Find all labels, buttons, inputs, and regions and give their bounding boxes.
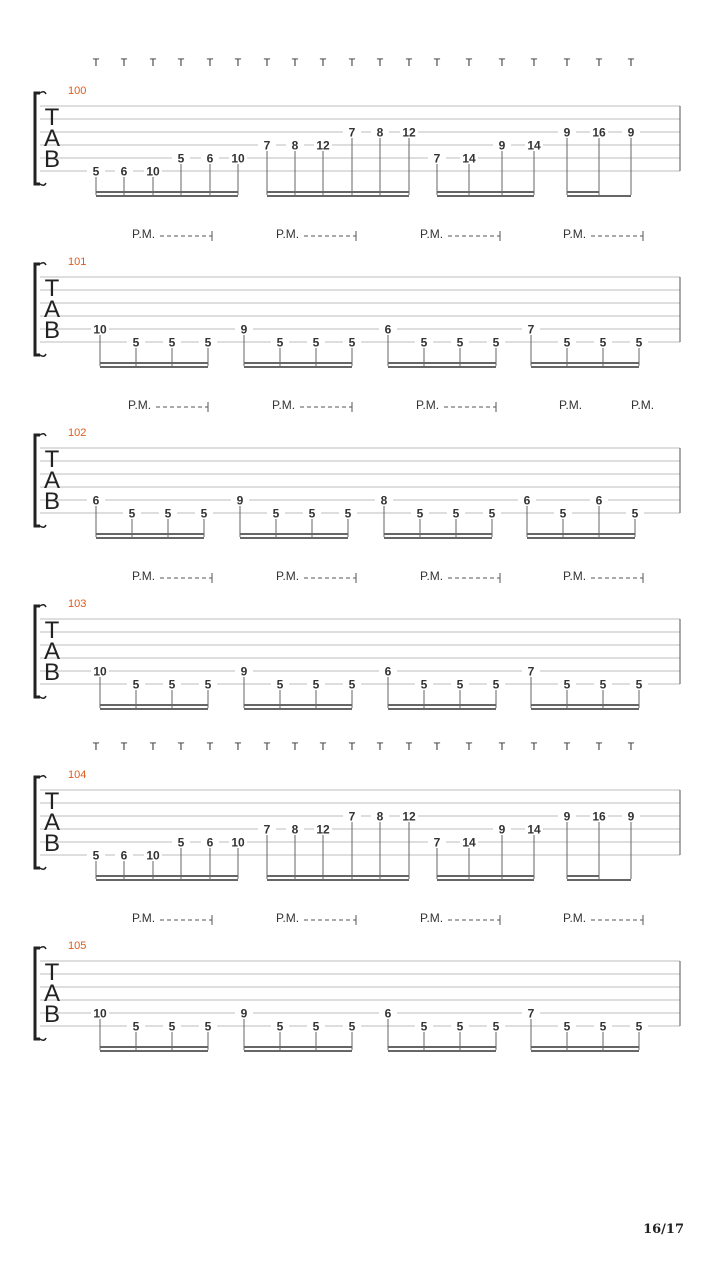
brace-hook-top (40, 434, 46, 436)
measure-number: 104 (68, 769, 87, 781)
tap-mark: T (595, 741, 603, 753)
palm-mute-mark: P.M. (420, 569, 444, 583)
tap-mark: T (433, 741, 441, 753)
fret-number: 5 (272, 506, 280, 521)
fret-number: 7 (433, 151, 441, 166)
brace-hook-top (40, 776, 46, 778)
fret-number: 7 (527, 322, 535, 337)
fret-number: 5 (420, 677, 428, 692)
tab-system (35, 227, 680, 367)
palm-mute-mark: P.M. (132, 569, 156, 583)
fret-number: 5 (312, 677, 320, 692)
fret-number: 16 (592, 809, 606, 824)
tab-clef-letter: B (43, 317, 61, 344)
palm-mute-mark: P.M. (132, 911, 156, 925)
fret-number: 5 (563, 677, 571, 692)
tab-clef-letter: B (43, 659, 61, 686)
fret-number: 5 (492, 677, 500, 692)
measure-number: 101 (68, 256, 87, 268)
fret-number: 8 (291, 138, 299, 153)
brace-hook-bottom (40, 354, 46, 356)
fret-number: 5 (420, 1019, 428, 1034)
brace-hook-bottom (40, 525, 46, 527)
tap-mark: T (530, 57, 538, 69)
tap-mark: T (465, 741, 473, 753)
fret-number: 6 (384, 322, 392, 337)
fret-number: 5 (204, 1019, 212, 1034)
tap-mark: T (595, 57, 603, 69)
fret-number: 5 (420, 335, 428, 350)
tab-clef-letter: B (43, 146, 61, 173)
tap-mark: T (465, 57, 473, 69)
palm-mute-mark: P.M. (563, 227, 587, 241)
fret-number: 5 (276, 1019, 284, 1034)
fret-number: 5 (452, 506, 460, 521)
palm-mute-mark: P.M. (128, 398, 152, 412)
fret-number: 6 (206, 151, 214, 166)
tap-mark: T (319, 741, 327, 753)
fret-number: 5 (200, 506, 208, 521)
fret-number: 10 (93, 322, 107, 337)
fret-number: 5 (492, 1019, 500, 1034)
fret-number: 9 (627, 809, 635, 824)
brace-hook-top (40, 263, 46, 265)
fret-number: 12 (402, 809, 416, 824)
fret-number: 9 (240, 664, 248, 679)
tab-clef-letter: A (43, 638, 61, 665)
fret-number: 6 (384, 1006, 392, 1021)
tap-mark: T (92, 741, 100, 753)
brace-hook-top (40, 92, 46, 94)
fret-number: 5 (416, 506, 424, 521)
tab-clef-letter: A (43, 125, 61, 152)
tap-mark: T (627, 57, 635, 69)
fret-number: 5 (599, 1019, 607, 1034)
fret-number: 5 (128, 506, 136, 521)
tap-mark: T (498, 57, 506, 69)
palm-mute-mark: P.M. (132, 227, 156, 241)
fret-number: 9 (240, 322, 248, 337)
fret-number: 5 (132, 1019, 140, 1034)
tap-mark: T (405, 741, 413, 753)
fret-number: 5 (635, 1019, 643, 1034)
tap-mark: T (319, 57, 327, 69)
fret-number: 5 (492, 335, 500, 350)
fret-number: 6 (120, 164, 128, 179)
fret-number: 7 (263, 822, 271, 837)
fret-number: 5 (599, 677, 607, 692)
tap-mark: T (563, 741, 571, 753)
fret-number: 5 (177, 835, 185, 850)
brace-hook-bottom (40, 867, 46, 869)
tap-mark: T (627, 741, 635, 753)
fret-number: 10 (93, 1006, 107, 1021)
fret-number: 10 (146, 848, 160, 863)
tap-mark: T (263, 57, 271, 69)
tap-mark: T (291, 57, 299, 69)
fret-number: 5 (488, 506, 496, 521)
measure-number: 105 (68, 940, 87, 952)
fret-number: 10 (231, 151, 245, 166)
fret-number: 14 (527, 138, 541, 153)
fret-number: 5 (132, 335, 140, 350)
tap-mark: T (234, 57, 242, 69)
tap-mark: T (120, 57, 128, 69)
page-number: 16/17 (643, 1222, 684, 1237)
palm-mute-mark: P.M. (559, 398, 583, 412)
tap-mark: T (376, 741, 384, 753)
fret-number: 5 (631, 506, 639, 521)
tab-clef-letter: T (44, 275, 60, 302)
brace-hook-bottom (40, 183, 46, 185)
palm-mute-mark: P.M. (420, 227, 444, 241)
tab-clef-letter: B (43, 830, 61, 857)
tap-mark: T (234, 741, 242, 753)
tab-clef-letter: T (44, 104, 60, 131)
measure-number: 103 (68, 598, 87, 610)
fret-number: 10 (93, 664, 107, 679)
tap-mark: T (348, 741, 356, 753)
fret-number: 12 (316, 822, 330, 837)
fret-number: 14 (527, 822, 541, 837)
fret-number: 14 (462, 151, 476, 166)
fret-number: 5 (312, 1019, 320, 1034)
staff-brace (35, 264, 40, 355)
staff-brace (35, 606, 40, 697)
tap-mark: T (120, 741, 128, 753)
fret-number: 5 (599, 335, 607, 350)
tab-clef-letter: T (44, 617, 60, 644)
brace-hook-bottom (40, 696, 46, 698)
fret-number: 9 (498, 822, 506, 837)
fret-number: 7 (263, 138, 271, 153)
tap-mark: T (92, 57, 100, 69)
staff-brace (35, 93, 40, 184)
tap-mark: T (177, 57, 185, 69)
tab-clef-letter: B (43, 1001, 61, 1028)
tab-clef-letter: T (44, 788, 60, 815)
measure-number: 102 (68, 427, 87, 439)
fret-number: 9 (563, 809, 571, 824)
fret-number: 5 (308, 506, 316, 521)
tap-mark: T (149, 741, 157, 753)
fret-number: 8 (376, 125, 384, 140)
fret-number: 6 (120, 848, 128, 863)
tab-system (35, 398, 680, 538)
staff-brace (35, 777, 40, 868)
fret-number: 5 (177, 151, 185, 166)
tab-clef-letter: A (43, 296, 61, 323)
fret-number: 9 (236, 493, 244, 508)
fret-number: 5 (456, 677, 464, 692)
fret-number: 16 (592, 125, 606, 140)
tap-mark: T (376, 57, 384, 69)
tap-mark: T (149, 57, 157, 69)
tap-mark: T (530, 741, 538, 753)
fret-number: 8 (291, 822, 299, 837)
palm-mute-mark: P.M. (420, 911, 444, 925)
fret-number: 5 (132, 677, 140, 692)
palm-mute-mark: P.M. (416, 398, 440, 412)
palm-mute-mark: P.M. (563, 569, 587, 583)
tap-mark: T (206, 741, 214, 753)
tab-clef-letter: B (43, 488, 61, 515)
fret-number: 10 (231, 835, 245, 850)
fret-number: 10 (146, 164, 160, 179)
tab-clef-letter: A (43, 467, 61, 494)
fret-number: 6 (595, 493, 603, 508)
tab-system (35, 569, 680, 709)
fret-number: 5 (563, 335, 571, 350)
tap-mark: T (405, 57, 413, 69)
fret-number: 7 (348, 809, 356, 824)
fret-number: 8 (376, 809, 384, 824)
palm-mute-mark: P.M. (272, 398, 296, 412)
fret-number: 5 (204, 335, 212, 350)
fret-number: 7 (527, 664, 535, 679)
fret-number: 7 (433, 835, 441, 850)
tap-mark: T (291, 741, 299, 753)
fret-number: 5 (456, 335, 464, 350)
fret-number: 5 (276, 677, 284, 692)
palm-mute-mark: P.M. (276, 227, 300, 241)
tap-mark: T (498, 741, 506, 753)
fret-number: 5 (164, 506, 172, 521)
tab-system (35, 57, 680, 196)
fret-number: 6 (523, 493, 531, 508)
fret-number: 5 (635, 335, 643, 350)
fret-number: 5 (92, 164, 100, 179)
tab-clef-letter: A (43, 809, 61, 836)
fret-number: 6 (206, 835, 214, 850)
fret-number: 5 (204, 677, 212, 692)
fret-number: 6 (92, 493, 100, 508)
fret-number: 5 (168, 1019, 176, 1034)
fret-number: 5 (559, 506, 567, 521)
brace-hook-bottom (40, 1038, 46, 1040)
tap-mark: T (433, 57, 441, 69)
palm-mute-mark: P.M. (631, 398, 655, 412)
fret-number: 5 (348, 677, 356, 692)
tab-clef-letter: A (43, 980, 61, 1007)
tap-mark: T (263, 741, 271, 753)
brace-hook-top (40, 605, 46, 607)
fret-number: 5 (348, 1019, 356, 1034)
fret-number: 5 (563, 1019, 571, 1034)
fret-number: 6 (384, 664, 392, 679)
fret-number: 9 (498, 138, 506, 153)
brace-hook-top (40, 947, 46, 949)
fret-number: 5 (312, 335, 320, 350)
fret-number: 7 (527, 1006, 535, 1021)
tab-system (35, 741, 680, 880)
fret-number: 14 (462, 835, 476, 850)
tap-mark: T (177, 741, 185, 753)
fret-number: 5 (456, 1019, 464, 1034)
tap-mark: T (563, 57, 571, 69)
fret-number: 5 (344, 506, 352, 521)
staff-brace (35, 948, 40, 1039)
measure-number: 100 (68, 85, 87, 97)
staff-brace (35, 435, 40, 526)
fret-number: 5 (348, 335, 356, 350)
tap-mark: T (348, 57, 356, 69)
fret-number: 9 (563, 125, 571, 140)
tab-clef-letter: T (44, 446, 60, 473)
palm-mute-mark: P.M. (563, 911, 587, 925)
palm-mute-mark: P.M. (276, 911, 300, 925)
tab-system (35, 911, 680, 1051)
fret-number: 5 (92, 848, 100, 863)
fret-number: 9 (627, 125, 635, 140)
fret-number: 12 (316, 138, 330, 153)
fret-number: 5 (635, 677, 643, 692)
fret-number: 9 (240, 1006, 248, 1021)
fret-number: 5 (168, 677, 176, 692)
fret-number: 5 (276, 335, 284, 350)
fret-number: 12 (402, 125, 416, 140)
palm-mute-mark: P.M. (276, 569, 300, 583)
tab-clef-letter: T (44, 959, 60, 986)
fret-number: 7 (348, 125, 356, 140)
fret-number: 8 (380, 493, 388, 508)
fret-number: 5 (168, 335, 176, 350)
tap-mark: T (206, 57, 214, 69)
